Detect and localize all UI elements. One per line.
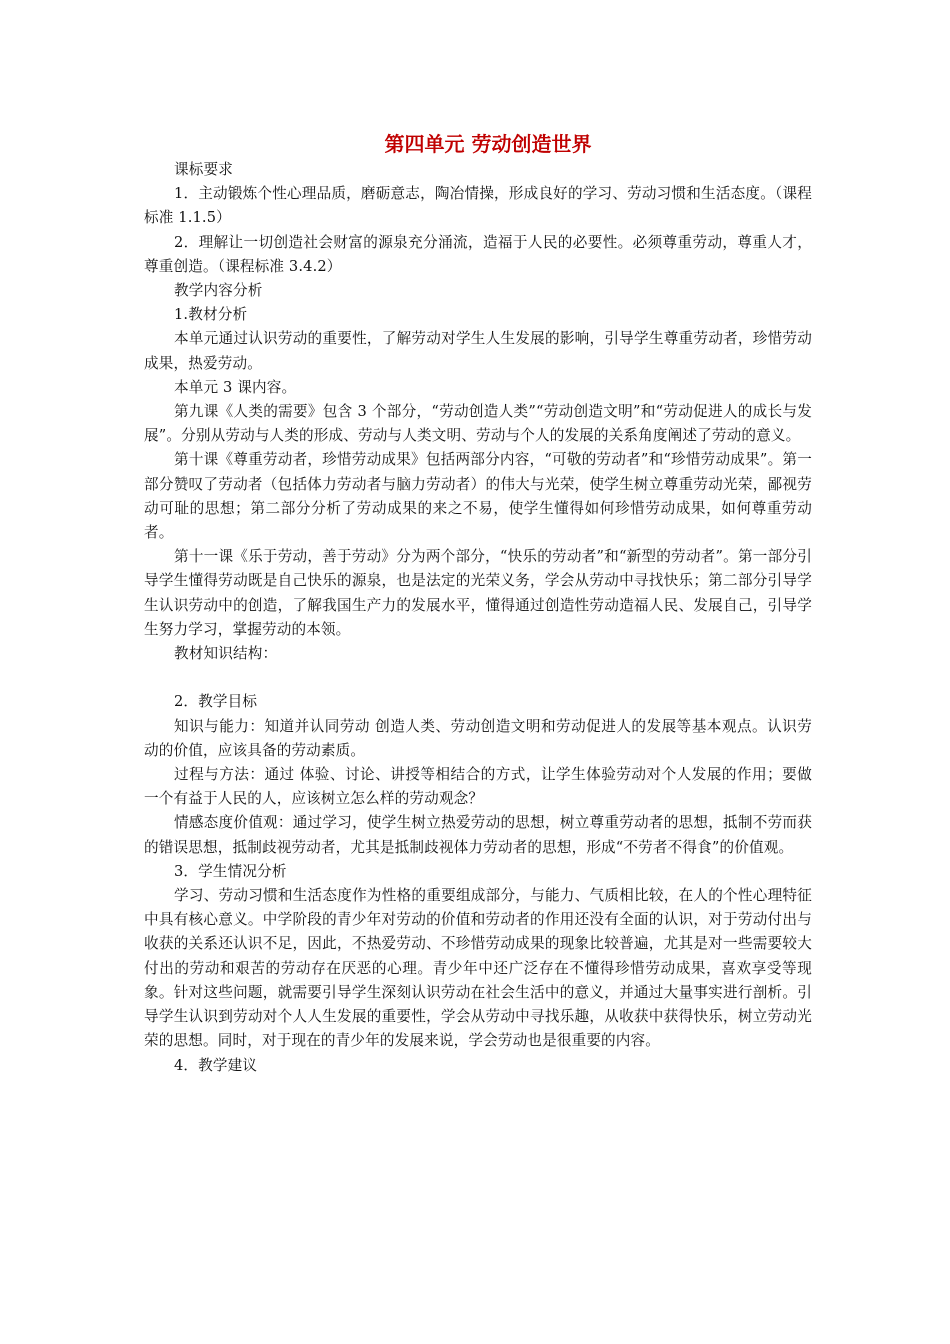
- paragraph: 本单元 3 课内容。: [174, 378, 297, 396]
- document-title: 第四单元 劳动创造世界: [384, 132, 592, 156]
- subheading-teaching-goals: 2．教学目标: [174, 693, 258, 711]
- paragraph: 第十课《尊重劳动者，珍惜劳动成果》包括两部分内容，“可敬的劳动者”和“珍惜劳动成果”。第一部分赞叹了劳动者（包括体力劳动者与脑力劳动者）的伟大与光荣，使学生树立尊重劳动光荣，鄙视劳动可耻的思想；第二部分分析了劳动成果的来之不易，使学生懂得如何珍惜劳动成果，如何尊重劳动者。: [144, 451, 812, 542]
- document-body: [144, 130, 812, 1078]
- subheading-textbook-analysis: 1.教材分析: [174, 306, 248, 324]
- subheading-teaching-suggestions: 4．教学建议: [174, 1056, 258, 1074]
- paragraph: 过程与方法：通过 体验、讨论、讲授等相结合的方式，让学生体验劳动对个人发展的作用；要做一个有益于人民的人，应该树立怎么样的劳动观念？: [144, 766, 812, 808]
- paragraph: 第九课《人类的需要》包含 3 个部分，“劳动创造人类”“劳动创造文明”和“劳动促进人的成长与发展”。分别从劳动与人类的形成、劳动与人类文明、劳动与个人的发展的关系角度阐述了劳动的意义。: [144, 403, 812, 445]
- blank-line: [144, 666, 812, 690]
- paragraph: 2．理解让一切创造社会财富的源泉充分涌流，造福于人民的必要性。必须尊重劳动，尊重人才，尊重创造。（课程标准 3.4.2）: [144, 233, 812, 275]
- paragraph: 情感态度价值观：通过学习，使学生树立热爱劳动的思想，树立尊重劳动者的思想，抵制不劳而获的错误思想，抵制歧视劳动者，尤其是抵制歧视体力劳动者的思想，形成“不劳者不得食”的价值观。: [144, 814, 812, 856]
- section-heading-curriculum: 课标要求: [174, 161, 233, 178]
- paragraph: 知识与能力：知道并认同劳动 创造人类、劳动创造文明和劳动促进人的发展等基本观点。认识劳动的价值，应该具备的劳动素质。: [144, 717, 812, 759]
- section-heading-content-analysis: 教学内容分析: [174, 282, 263, 300]
- paragraph: 第十一课《乐于劳动，善于劳动》分为两个部分，“快乐的劳动者”和“新型的劳动者”。第一部分引导学生懂得劳动既是自己快乐的源泉，也是法定的光荣义务，学会从劳动中寻找快乐；第二部分引导学生认识劳动中的创造，了解我国生产力的发展水平，懂得通过创造性劳动造福人民、发展自己，引导学生努力学习，掌握劳动的本领。: [144, 548, 812, 638]
- subheading-student-analysis: 3．学生情况分析: [174, 862, 287, 880]
- paragraph: 学习、劳动习惯和生活态度作为性格的重要组成部分，与能力、气质相比较，在人的个性心理特征中具有核心意义。中学阶段的青少年对劳动的价值和劳动者的作用还没有全面的认识，对于劳动付出与收获的关系还认识不足，因此，不热爱劳动、不珍惜劳动成果的现象比较普遍，尤其是对一些需要较大付出的劳动和艰苦的劳动存在厌恶的心理。青少年中还广泛存在不懂得珍惜劳动成果，喜欢享受等现象。针对这些问题，就需要引导学生深刻认识劳动在社会生活中的意义，并通过大量事实进行剖析。引导学生认识到劳动对个人人生发展的重要性，学会从劳动中寻找乐趣，从收获中获得快乐，树立劳动光荣的思想。同时，对于现在的青少年的发展来说，学会劳动也是很重要的内容。: [144, 887, 812, 1050]
- paragraph: 教材知识结构：: [174, 645, 278, 663]
- paragraph: 1．主动锻炼个性心理品质，磨砺意志，陶冶情操，形成良好的学习、劳动习惯和生活态度。（课程标准 1.1.5）: [144, 185, 812, 227]
- paragraph: 本单元通过认识劳动的重要性，了解劳动对学生人生发展的影响，引导学生尊重劳动者，珍惜劳动成果，热爱劳动。: [144, 330, 812, 372]
